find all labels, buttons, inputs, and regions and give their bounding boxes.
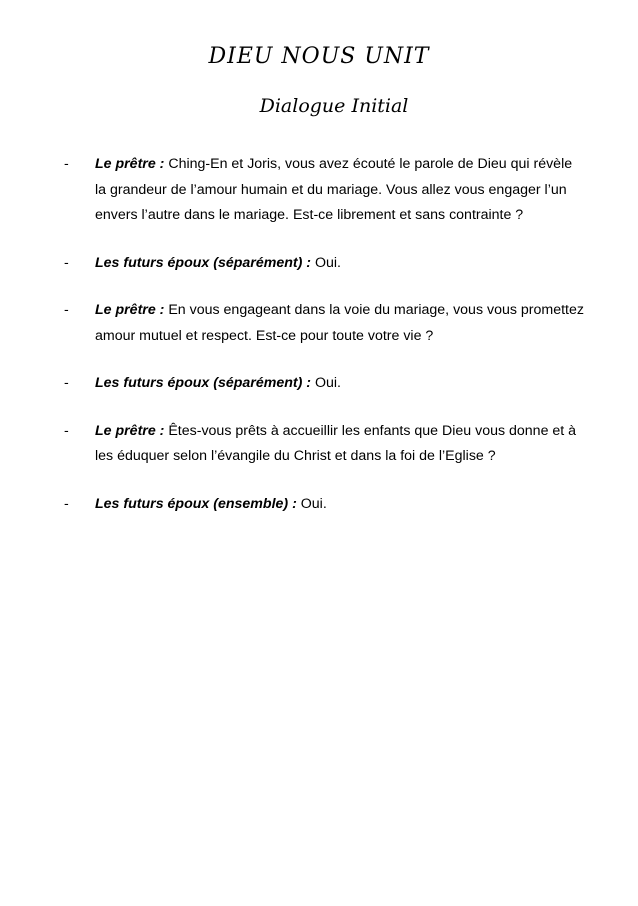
speaker-label: Le prêtre : [95,422,165,439]
speaker-label: Le prêtre : [95,156,165,172]
speaker-label: Les futurs époux (séparément) : [95,254,312,271]
document-subtitle: Dialogue Initial [259,95,409,117]
bullet-dash: - [64,302,69,318]
bullet-dash: - [64,254,69,271]
dialogue-entry-spouses-3 [64,492,584,518]
dialogue-text: Oui. [311,375,341,391]
dialogue-list [64,152,584,539]
bullet-dash: - [64,375,69,391]
dialogue-text: Oui. [296,495,327,512]
dialogue-entry-priest-1 [64,152,584,229]
dialogue-text: En vous engageant dans la voie du mariage, vous vous promettez amour mutuel et respect. Est-ce pour toute votre vie ? [95,302,584,344]
bullet-dash: - [64,422,69,439]
document-title: DIEU NOUS UNIT [208,44,430,69]
dialogue-text: Êtes-vous prêts à accueillir les enfants que Dieu vous donne et à les éduquer selon l’évangile du Christ et dans la foi de l’Eglise ? [95,422,577,464]
dialogue-entry-priest-3 [64,419,584,470]
dialogue-entry-spouses-1 [64,251,584,277]
speaker-label: Le prêtre : [95,302,165,318]
dialogue-entry-priest-2 [64,298,584,349]
bullet-dash: - [64,495,69,512]
bullet-dash: - [64,156,69,172]
dialogue-text: Ching-En et Joris, vous avez écouté le parole de Dieu qui révèle la grandeur de l’amour humain et du mariage. Vous allez vous engager l’un envers l’autre dans le mariage. Est-ce librement et sans contrainte ? [95,156,573,223]
speaker-label: Les futurs époux (ensemble) : [95,495,297,512]
speaker-label: Les futurs époux (séparément) : [95,375,312,391]
dialogue-text: Oui. [311,254,341,271]
dialogue-entry-spouses-2 [64,371,584,397]
